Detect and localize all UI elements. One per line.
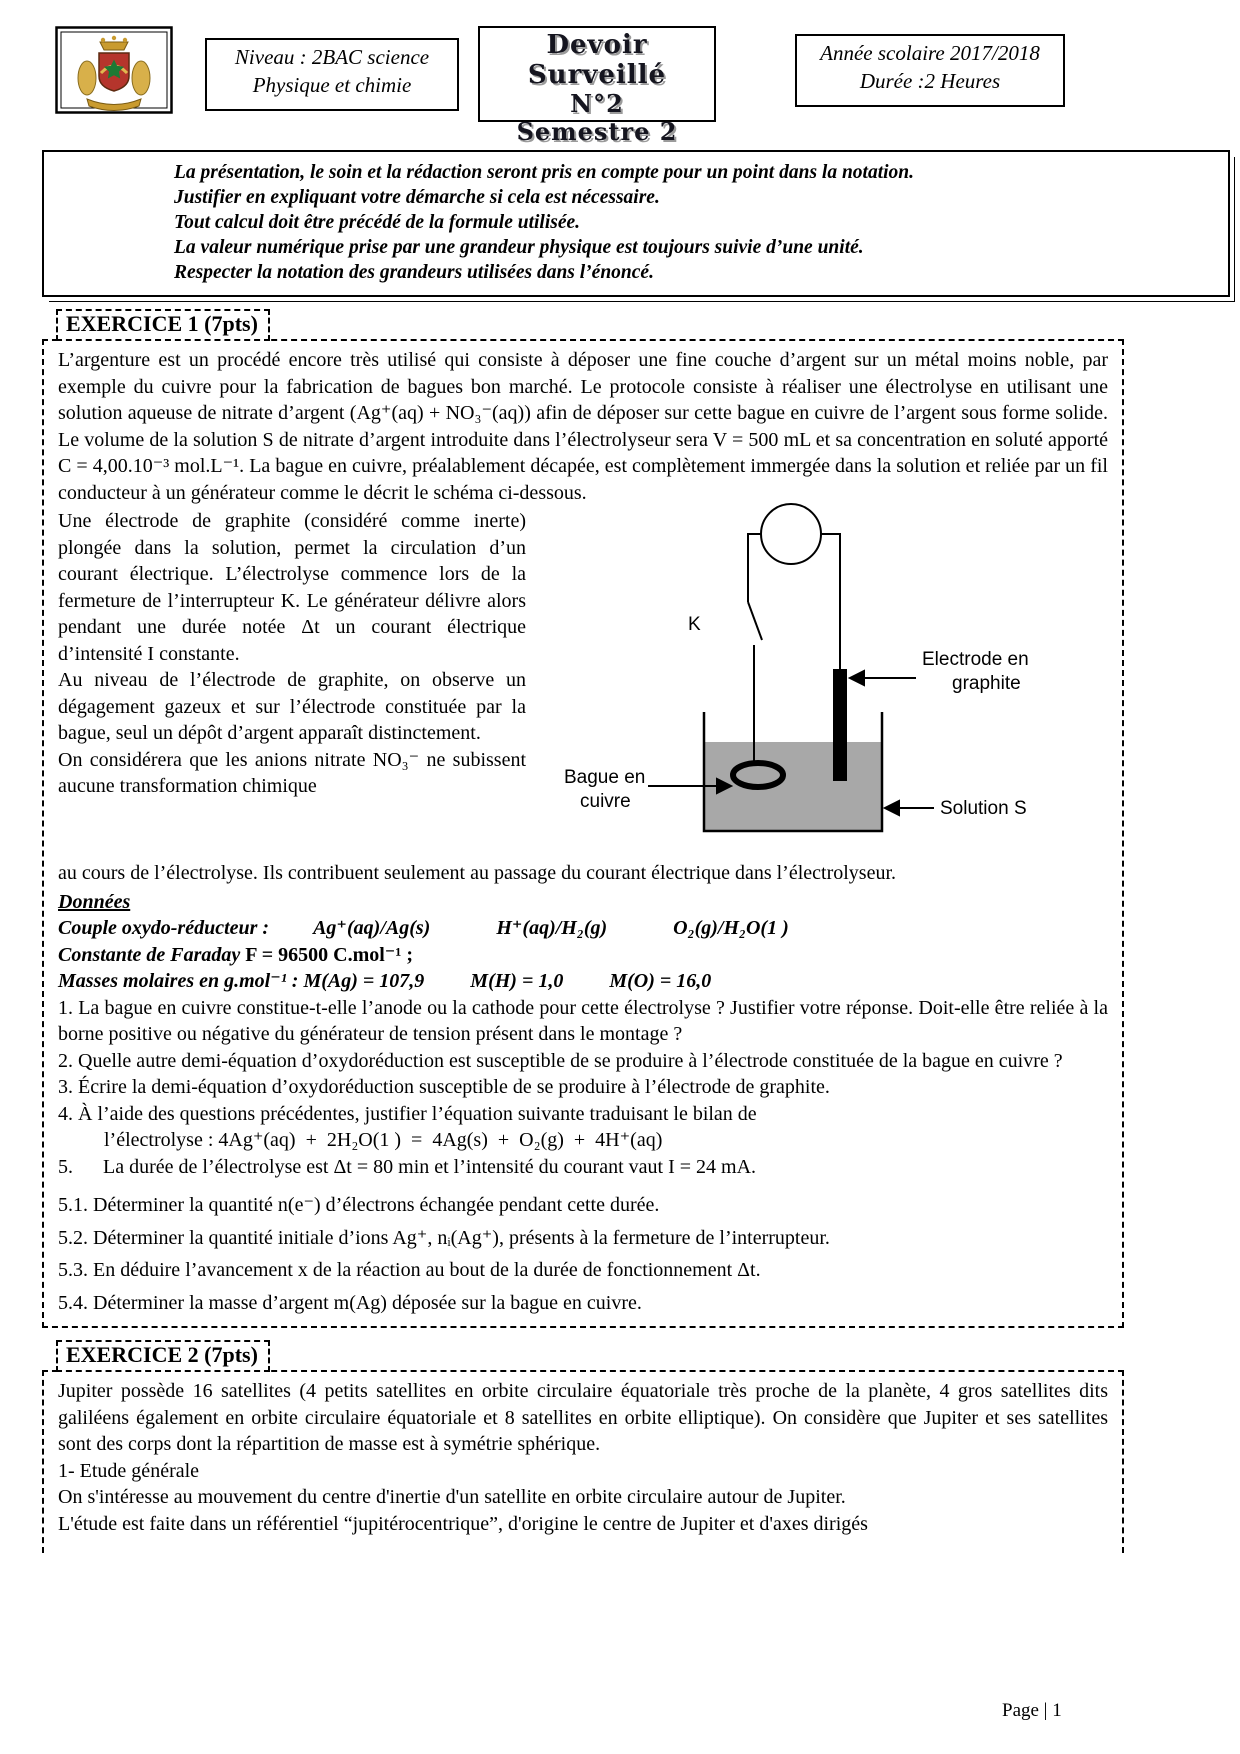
masses-label: Masses molaires en g.mol⁻¹ : [58, 970, 299, 992]
mass-value: M(O) = 16,0 [609, 970, 712, 992]
switch-label: K [688, 614, 701, 635]
generator-symbol [761, 504, 821, 564]
instruction-line: Tout calcul doit être précédé de la formule utilisée. [174, 212, 581, 233]
ring-label-line2: cuivre [580, 791, 631, 812]
exercise1-left-p1: Une électrode de graphite (considéré comme inerte) plongée dans la solution, permet la circulation d’un courant électrique. L’électrolyse commence lors de la fermeture de l’interrupteur K. Le générateur délivre alors pendant une durée notée Δt un courant électrique d’intensité I constante. [58, 510, 526, 665]
exercise1-left-column [58, 508, 526, 800]
solution-label: Solution S [940, 798, 1027, 819]
question-line: 1. La bague en cuivre constitue-t-elle l’anode ou la cathode pour cette électrolyse ? Justifier votre réponse. Doit-elle être reliée à la borne positive ou négative du générateur de tension présent dans le montage ? [58, 996, 1108, 1045]
switch-blade [748, 602, 762, 640]
exercise2-p3: On s'intéresse au mouvement du centre d'inertie d'un satellite en orbite circulaire autour de Jupiter. [58, 1486, 846, 1508]
electrolysis-diagram [528, 502, 1090, 854]
level-box [205, 38, 459, 111]
couple-value: O₂(g)/H₂O(1 ) [673, 917, 789, 939]
year-line1: Année scolaire 2017/2018 [820, 41, 1040, 65]
electrode-label-line2: graphite [952, 673, 1021, 694]
question-line: 3. Écrire la demi-équation d’oxydoréduction susceptible de se produire à l’électrode de graphite. [58, 1076, 830, 1098]
level-line2: Physique et chimie [252, 73, 412, 97]
question-line: 5.1. Déterminer la quantité n(e⁻) d’électrons échangée pendant cette durée. [58, 1194, 660, 1216]
exercise1-left-p3: On considérera que les anions nitrate NO₃⁻ ne subissent aucune transformation chimique [58, 748, 526, 797]
exercise1-intro: L’argenture est un procédé encore très utilisé qui consiste à déposer une fine couche d’argent sur un métal moins noble, par exemple du cuivre pour la fabrication de bagues bon marché. Le protocole consiste à réaliser une électrolyse en utilisant une solution aqueuse de nitrate d’argent (Ag⁺(aq) + NO₃⁻(aq)) afin de déposer sur cette bague en cuivre de l’argent sous forme solide. Le volume de la solution S de nitrate d’argent introduite dans l’électrolyseur sera V = 500 mL et sa concentration en soluté apporté C = 4,00.10⁻³ mol.L⁻¹. La bague en cuivre, préalablement décapée, est complètement immergée dans la solution et reliée par un fil conducteur à un générateur comme le décrit le schéma ci-dessous. [58, 349, 1108, 504]
circuit-svg [528, 502, 1090, 854]
question-line: 5.4. Déterminer la masse d’argent m(Ag) déposée sur la bague en cuivre. [58, 1291, 642, 1314]
mass-value: M(Ag) = 107,9 [303, 970, 425, 992]
year-box [795, 34, 1065, 107]
exercise1-left-p2: Au niveau de l’électrode de graphite, on observe un dégagement gazeux et sur l’électrode constituée par la bague, seul un dépôt d’argent apparaît distinctement. [58, 669, 526, 744]
exercise2-p1: Jupiter possède 16 satellites (4 petits satellites en orbite circulaire équatoriale très proche de la planète, 4 gros satellites dits galiléens également en orbite circulaire équatoriale et 8 satellites en orbite elliptique). On considère que Jupiter et ses satellites sont des corps dont la répartition de masse est à symétrie sphérique. [58, 1380, 1108, 1455]
exercise2-title: EXERCICE 2 (7pts) [56, 1340, 270, 1372]
coat-of-arms-logo [55, 26, 173, 114]
electrode-label-line1: Electrode en [922, 649, 1029, 670]
electrode-arrowhead [850, 671, 864, 685]
donnees-masses-line [58, 968, 1108, 995]
question-line: 5.2. Déterminer la quantité initiale d’ions Ag⁺, nᵢ(Ag⁺), présents à la fermeture de l’interrupteur. [58, 1226, 830, 1249]
page-number: Page | 1 [1002, 1700, 1062, 1721]
donnees-couples-line [58, 915, 1108, 942]
faraday-value: F = 96500 C.mol⁻¹ ; [245, 943, 413, 966]
exercise2-body [42, 1370, 1124, 1553]
graphite-electrode [833, 669, 847, 781]
instruction-line: La présentation, le soin et la rédaction seront pris en compte pour un point dans la notation. [174, 162, 915, 183]
instruction-line: Respecter la notation des grandeurs utilisées dans l’énoncé. [174, 262, 654, 283]
donnees-title: Données [58, 890, 131, 913]
question-line: 4. À l’aide des questions précédentes, justifier l’équation suivante traduisant le bilan de [58, 1102, 757, 1125]
exam-title-line1: Devoir Surveillé [527, 30, 667, 90]
exercise1-twocol [58, 508, 1108, 860]
couple-value: H⁺(aq)/H₂(g) [496, 917, 608, 939]
couple-value: Ag⁺(aq)/Ag(s) [313, 917, 431, 939]
instructions-box [42, 150, 1230, 297]
coat-of-arms-svg [55, 26, 173, 114]
question-line: 5.3. En déduire l’avancement x de la réaction au bout de la durée de fonctionnement Δt. [58, 1259, 761, 1281]
mass-value: M(H) = 1,0 [470, 970, 564, 992]
exam-title-line2: N°2 [570, 89, 624, 118]
question-equation: l’électrolyse : 4Ag⁺(aq) + 2H₂O(1 ) = 4Ag(s) + O₂(g) + 4H⁺(aq) [104, 1129, 663, 1151]
exercise2-p4: L'étude est faite dans un référentiel “jupitérocentrique”, d'origine le centre de Jupiter et d'axes dirigés [58, 1512, 868, 1535]
year-line2: Durée :2 Heures [859, 69, 1001, 93]
donnees-faraday-line [58, 942, 1108, 969]
exam-title-box [478, 26, 716, 146]
exercise2-p2: 1- Etude générale [58, 1459, 200, 1482]
exam-title-line3: Semestre 2 [516, 117, 678, 146]
question-line: 5. La durée de l’électrolyse est Δt = 80 min et l’intensité du courant vaut I = 24 mA. [58, 1155, 757, 1178]
wire-right [821, 534, 840, 669]
question-line: 2. Quelle autre demi-équation d’oxydoréduction est susceptible de se produire à l’électrode constituée de la bague en cuivre ? [58, 1049, 1063, 1072]
solution-arrowhead [885, 801, 899, 815]
exercise1-title: EXERCICE 1 (7pts) [56, 309, 270, 341]
wire-left-upper [748, 534, 761, 602]
exercise1-body [42, 339, 1124, 1328]
faraday-label: Constante de Faraday [58, 943, 241, 966]
instruction-line: Justifier en expliquant votre démarche si cela est nécessaire. [174, 187, 660, 208]
level-line1: Niveau : 2BAC science [234, 45, 430, 69]
couple-label: Couple oxydo-réducteur : [58, 917, 270, 939]
exercise1-after-diagram: au cours de l’électrolyse. Ils contribuent seulement au passage du courant électrique dans l’électrolyseur. [58, 862, 897, 884]
ring-label-line1: Bague en [564, 767, 646, 788]
instruction-line: La valeur numérique prise par une grandeur physique est toujours suivie d’une unité. [174, 237, 864, 258]
